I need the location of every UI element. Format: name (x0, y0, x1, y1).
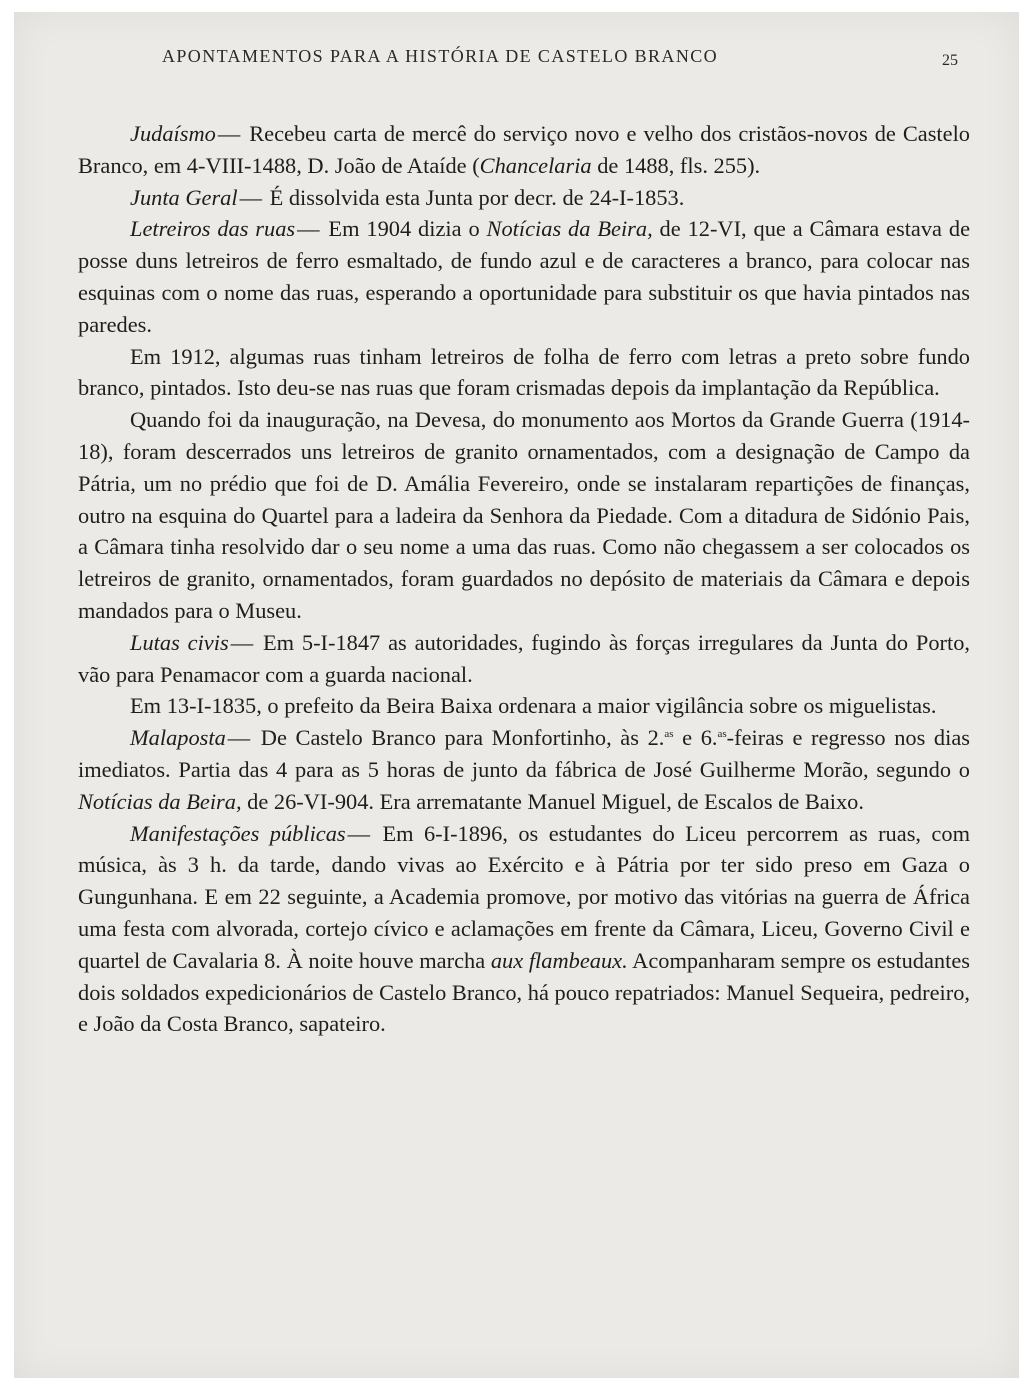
entry-text: de 1488, fls. 255). (591, 152, 761, 178)
entry-text: de 12-VI, que a Câmara estava de posse duns letreiros de ferro esmaltado, de fundo azul e de caracteres a branco, para colocar nas esquinas com o nome das ruas, esperando a oportunidade para substituir os que havia pintados nas paredes. (78, 216, 971, 337)
entry-text: De Castelo Branco para Monfortinho, às 2. (252, 725, 665, 751)
entry-judaismo (78, 118, 970, 182)
em-dash: — (239, 184, 262, 210)
entry-lutas-civis (78, 627, 970, 691)
entry-text: Em 5-I-1847 as autoridades, fugindo às forças irregulares da Junta do Porto, vão para Penamacor com a guarda nacional. (78, 629, 970, 687)
book-page (14, 12, 1019, 1378)
italic-phrase: aux flambeaux. (490, 947, 628, 973)
page-number: 25 (942, 52, 958, 69)
superscript: as (664, 728, 674, 741)
entry-term: Malaposta (130, 725, 226, 751)
entry-term: Manifestações públicas (130, 820, 346, 846)
entry-malaposta (78, 722, 970, 817)
entry-term: Letreiros das ruas (130, 216, 296, 242)
em-dash: — (227, 725, 251, 751)
entry-text: Acompanharam sempre os estudantes dois soldados expedicionários de Castelo Branco, há pouco repatriados: Manuel Sequeira, pedreiro, e João da Costa Branco, sapateiro. (78, 947, 970, 1037)
entry-term: Lutas civis (130, 629, 229, 655)
entry-text: Em 1904 dizia o (321, 216, 487, 242)
entry-term: Junta Geral (130, 184, 238, 210)
em-dash: — (297, 216, 320, 242)
em-dash: — (347, 820, 371, 846)
page-body (78, 118, 970, 1040)
entry-text: e 6. (673, 725, 718, 751)
italic-title: Notícias da Beira, (486, 216, 653, 242)
entry-text: Recebeu carta de mercê do serviço novo e velho dos cristãos-novos de Castelo Branco, em 4-VIII-1488, D. João de Ataíde ( (78, 121, 970, 178)
paragraph-1912 (78, 341, 970, 405)
page-header (14, 42, 1019, 72)
entry-text: -feiras e regresso nos dias imediatos. Partia das 4 para as 5 horas de junto da fábrica de José Guilherme Morão, segundo o (78, 725, 970, 782)
em-dash: — (230, 629, 254, 655)
entry-letreiros-das-ruas (78, 213, 970, 340)
superscript: as (717, 728, 727, 741)
paragraph-1835 (78, 690, 970, 722)
entry-text: de 26-VI-904. Era arrematante Manuel Miguel, de Escalos de Baixo. (241, 788, 864, 814)
entry-text: É dissolvida esta Junta por decr. de 24-I-1853. (263, 184, 685, 210)
em-dash: — (217, 121, 241, 146)
italic-title: Notícias da Beira, (78, 788, 242, 814)
entry-text: Em 6-I-1896, os estudantes do Liceu percorrem as ruas, com música, às 3 h. da tarde, dando vivas ao Exército e à Pátria por ter sido preso em Gaza o Gungunhana. E em 22 seguinte, a Academia promove, por motivo das vitórias na guerra de África uma festa com alvorada, cortejo cívico e aclamações em frente da Câmara, Liceu, Governo Civil e quartel de Cavalaria 8. À noite houve marcha (78, 820, 970, 973)
entry-term: Judaísmo (130, 121, 216, 146)
paragraph-text: Em 13-I-1835, o prefeito da Beira Baixa ordenara a maior vigilância sobre os miguelistas. (130, 693, 937, 719)
entry-junta-geral (78, 182, 970, 214)
paragraph-text: Em 1912, algumas ruas tinham letreiros de folha de ferro com letras a preto sobre fundo branco, pintados. Isto deu-se nas ruas que foram crismadas depois da implantação da República. (78, 343, 970, 401)
entry-manifestacoes-publicas (78, 818, 970, 1041)
paragraph-campo-da-patria (78, 404, 970, 627)
running-title: APONTAMENTOS PARA A HISTÓRIA DE CASTELO BRANCO (162, 46, 719, 66)
paragraph-text: Quando foi da inauguração, na Devesa, do monumento aos Mortos da Grande Guerra (1914-18), foram descerrados uns letreiros de granito ornamentados, com a designação de Campo da Pátria, um no prédio que foi de D. Amália Fevereiro, onde se instalaram repartições de finanças, outro na esquina do Quartel para a ladeira da Senhora da Piedade. Com a ditadura de Sidónio Pais, a Câmara tinha resolvido dar o seu nome a uma das ruas. Como não chegassem a ser colocados os letreiros de granito, ornamentados, foram guardados no depósito de materiais da Câmara e depois mandados para o Museu. (78, 407, 970, 623)
italic-title: Chancelaria (479, 152, 592, 178)
